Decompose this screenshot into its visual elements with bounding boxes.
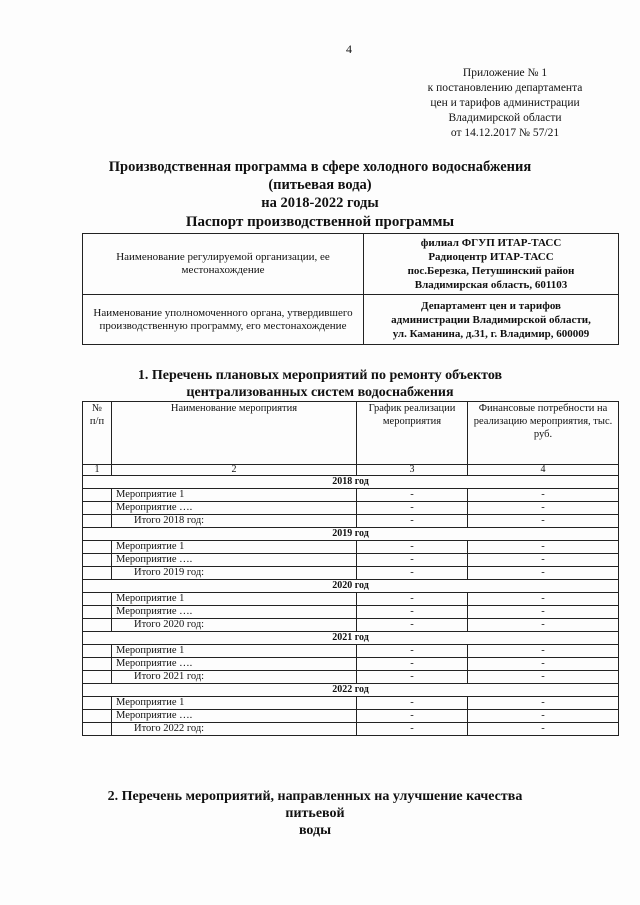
table-row xyxy=(83,489,619,502)
year-label: 2021 год xyxy=(83,632,619,645)
table-row xyxy=(83,645,619,658)
event-schedule: - xyxy=(357,515,468,528)
event-schedule: - xyxy=(357,606,468,619)
passport-label: Наименование уполномоченного органа, утвердившего производственную программу, его местонахождение xyxy=(83,295,364,345)
column-header-number: № п/п xyxy=(83,402,112,465)
column-index: 2 xyxy=(112,465,357,476)
event-total-label: Итого 2019 год: xyxy=(112,567,357,580)
event-name: Мероприятие 1 xyxy=(112,593,357,606)
passport-value-line: филиал ФГУП ИТАР-ТАСС xyxy=(420,237,562,249)
event-finance: - xyxy=(468,606,619,619)
event-name: Мероприятие 1 xyxy=(112,697,357,710)
event-name: Мероприятие …. xyxy=(112,554,357,567)
year-label: 2020 год xyxy=(83,580,619,593)
passport-heading: Паспорт производственной программы xyxy=(185,214,455,230)
table-row xyxy=(83,658,619,671)
event-finance: - xyxy=(468,697,619,710)
section-heading-line: 1. Перечень плановых мероприятий по ремонту объектов xyxy=(137,368,503,383)
column-index: 4 xyxy=(468,465,619,476)
appendix-line: к постановлению департамента xyxy=(427,82,583,94)
event-schedule: - xyxy=(357,710,468,723)
passport-value-line: Департамент цен и тарифов xyxy=(421,299,561,312)
year-row xyxy=(83,684,619,697)
passport-value-line: Радиоцентр ИТАР-ТАСС xyxy=(428,251,554,263)
event-total-label: Итого 2021 год: xyxy=(112,671,357,684)
event-schedule: - xyxy=(357,658,468,671)
event-name: Мероприятие …. xyxy=(112,710,357,723)
event-finance: - xyxy=(468,515,619,528)
passport-value-line: Владимирская область, 601103 xyxy=(414,279,568,291)
column-header-name: Наименование мероприятия xyxy=(112,402,357,465)
year-label: 2019 год xyxy=(83,528,619,541)
appendix-line: от 14.12.2017 № 57/21 xyxy=(450,127,560,139)
table-row-total xyxy=(83,515,619,528)
column-index-row xyxy=(83,465,619,476)
passport-value xyxy=(364,234,619,295)
section-2-heading xyxy=(80,788,550,839)
section-heading-line: 2. Перечень мероприятий, направленных на улучшение качества питьевой xyxy=(107,789,523,821)
event-finance: - xyxy=(468,567,619,580)
appendix-line: Владимирской области xyxy=(448,112,562,124)
column-index: 1 xyxy=(83,465,112,476)
appendix-block xyxy=(400,66,610,141)
event-finance: - xyxy=(468,502,619,515)
column-header-finance: Финансовые потребности на реализацию мероприятия, тыс. руб. xyxy=(468,402,619,465)
event-schedule: - xyxy=(357,554,468,567)
column-header-schedule: График реализации мероприятия xyxy=(357,402,468,465)
year-row xyxy=(83,580,619,593)
event-name: Мероприятие …. xyxy=(112,502,357,515)
event-name: Мероприятие 1 xyxy=(112,645,357,658)
year-row xyxy=(83,528,619,541)
appendix-line: цен и тарифов администрации xyxy=(430,97,580,109)
event-schedule: - xyxy=(357,567,468,580)
events-table xyxy=(82,401,619,736)
event-finance: - xyxy=(468,723,619,736)
passport-value xyxy=(364,295,619,345)
event-schedule: - xyxy=(357,723,468,736)
event-total-label: Итого 2020 год: xyxy=(112,619,357,632)
event-schedule: - xyxy=(357,502,468,515)
title-line: на 2018-2022 годы xyxy=(261,195,379,211)
event-finance: - xyxy=(468,645,619,658)
table-row-total xyxy=(83,619,619,632)
year-label: 2022 год xyxy=(83,684,619,697)
passport-value-line: ул. Каманина, д.31, г. Владимир, 600009 xyxy=(392,327,590,340)
table-row-total xyxy=(83,671,619,684)
table-row xyxy=(83,606,619,619)
passport-row xyxy=(83,234,619,295)
event-finance: - xyxy=(468,710,619,723)
event-schedule: - xyxy=(357,593,468,606)
section-1-heading xyxy=(80,367,560,401)
event-name: Мероприятие 1 xyxy=(112,541,357,554)
passport-label: Наименование регулируемой организации, ее местонахождение xyxy=(83,234,364,295)
title-line: (питьевая вода) xyxy=(268,177,372,193)
table-row xyxy=(83,502,619,515)
event-schedule: - xyxy=(357,697,468,710)
table-row-total xyxy=(83,723,619,736)
event-total-label: Итого 2018 год: xyxy=(112,515,357,528)
event-name: Мероприятие 1 xyxy=(112,489,357,502)
year-label: 2018 год xyxy=(83,476,619,489)
event-finance: - xyxy=(468,489,619,502)
event-schedule: - xyxy=(357,619,468,632)
event-schedule: - xyxy=(357,489,468,502)
appendix-line: Приложение № 1 xyxy=(462,67,548,79)
event-finance: - xyxy=(468,671,619,684)
event-name: Мероприятие …. xyxy=(112,658,357,671)
table-row xyxy=(83,710,619,723)
event-schedule: - xyxy=(357,645,468,658)
year-row xyxy=(83,632,619,645)
event-schedule: - xyxy=(357,671,468,684)
table-row xyxy=(83,697,619,710)
table-row xyxy=(83,541,619,554)
year-row xyxy=(83,476,619,489)
table-row-total xyxy=(83,567,619,580)
section-heading-line: централизованных систем водоснабжения xyxy=(186,385,454,400)
page-number: 4 xyxy=(346,42,352,56)
section-heading-line: воды xyxy=(298,823,332,838)
passport-table xyxy=(82,233,619,345)
title-line: Производственная программа в сфере холодного водоснабжения xyxy=(108,159,532,175)
event-name: Мероприятие …. xyxy=(112,606,357,619)
event-finance: - xyxy=(468,619,619,632)
column-index: 3 xyxy=(357,465,468,476)
events-header-row xyxy=(83,402,619,465)
event-total-label: Итого 2022 год: xyxy=(112,723,357,736)
table-row xyxy=(83,554,619,567)
event-finance: - xyxy=(468,658,619,671)
event-schedule: - xyxy=(357,541,468,554)
passport-row xyxy=(83,295,619,345)
event-finance: - xyxy=(468,554,619,567)
passport-value-line: администрации Владимирской области, xyxy=(391,313,591,326)
document-title xyxy=(80,158,560,212)
passport-value-line: пос.Березка, Петушинский район xyxy=(407,265,575,277)
event-finance: - xyxy=(468,541,619,554)
event-finance: - xyxy=(468,593,619,606)
table-row xyxy=(83,593,619,606)
